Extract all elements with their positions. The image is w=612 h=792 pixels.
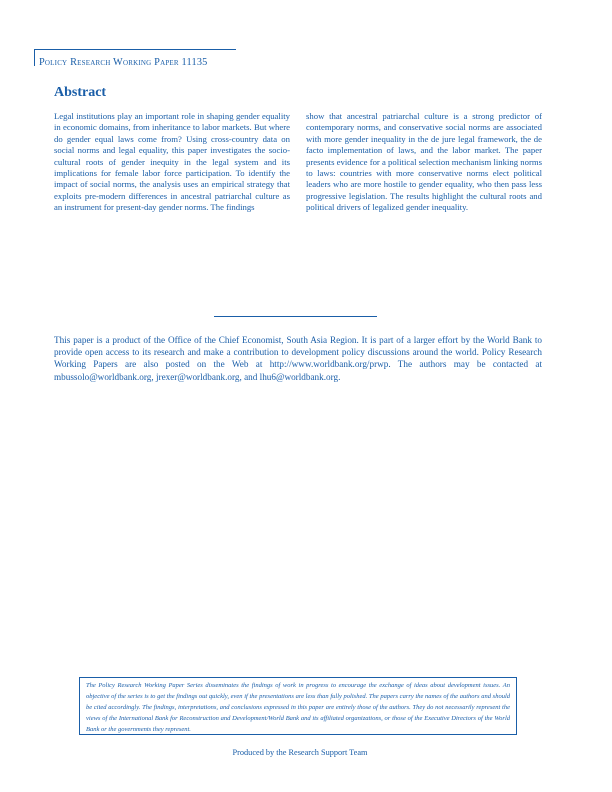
abstract-column-right: show that ancestral patriarchal culture is a strong predictor of contemporary norms, and conservative social norms are associated with more gender inequality in the de jure legal framework, the de facto implementation of laws, and the labor market. The paper presents evidence for a political selection mechanism linking norms to laws: countries with more conservative norms elect political leaders who are more hostile to gender equality, who then pass less progressive legislation. The results highlight the cultural roots and political drivers of legalized gender inequality.	[306, 111, 542, 213]
section-divider	[214, 316, 377, 317]
abstract-heading: Abstract	[54, 85, 107, 100]
abstract-body	[54, 111, 542, 214]
series-disclaimer-box	[79, 677, 517, 735]
series-title: Policy Research Working Paper 11135	[39, 57, 208, 68]
produced-by-footer: Produced by the Research Support Team	[232, 748, 368, 757]
series-disclaimer-text: The Policy Research Working Paper Series disseminates the findings of work in progress to encourage the exchange of ideas about development issues. An objective of the series is to get the findings out quickly, even if the presentations are less than fully polished. The papers carry the names of the authors and should be cited accordingly. The findings, interpretations, and conclusions expressed in this paper are entirely those of the authors. They do not necessarily represent the views of the International Bank for Reconstruction and Development/World Bank and its affiliated organizations, or those of the Executive Directors of the World Bank or the governments they represent.	[86, 682, 510, 733]
paper-summary: This paper is a product of the Office of the Chief Economist, South Asia Region. It is part of a larger effort by the World Bank to provide open access to its research and make a contribution to development policy discussions around the world. Policy Research Working Papers are also posted on the Web at http://www.worldbank.org/prwp. The authors may be contacted at mbussolo@worldbank.org, jrexer@worldbank.org, and lhu6@worldbank.org.	[54, 335, 542, 382]
series-header	[34, 49, 236, 66]
abstract-column-left: Legal institutions play an important role in shaping gender equality in economic domains, from inheritance to labor markets. But where do gender equal laws come from? Using cross-country data on social norms and legal equality, this paper investigates the socio- cultural roots of gender inequity in the legal system and its implications for female labor force participation. To identify the impact of social norms, the analysis uses an empirical strategy that exploits pre-modern differences in ancestral patriarchal culture as an instrument for present-day gender norms. The findings	[54, 111, 290, 213]
